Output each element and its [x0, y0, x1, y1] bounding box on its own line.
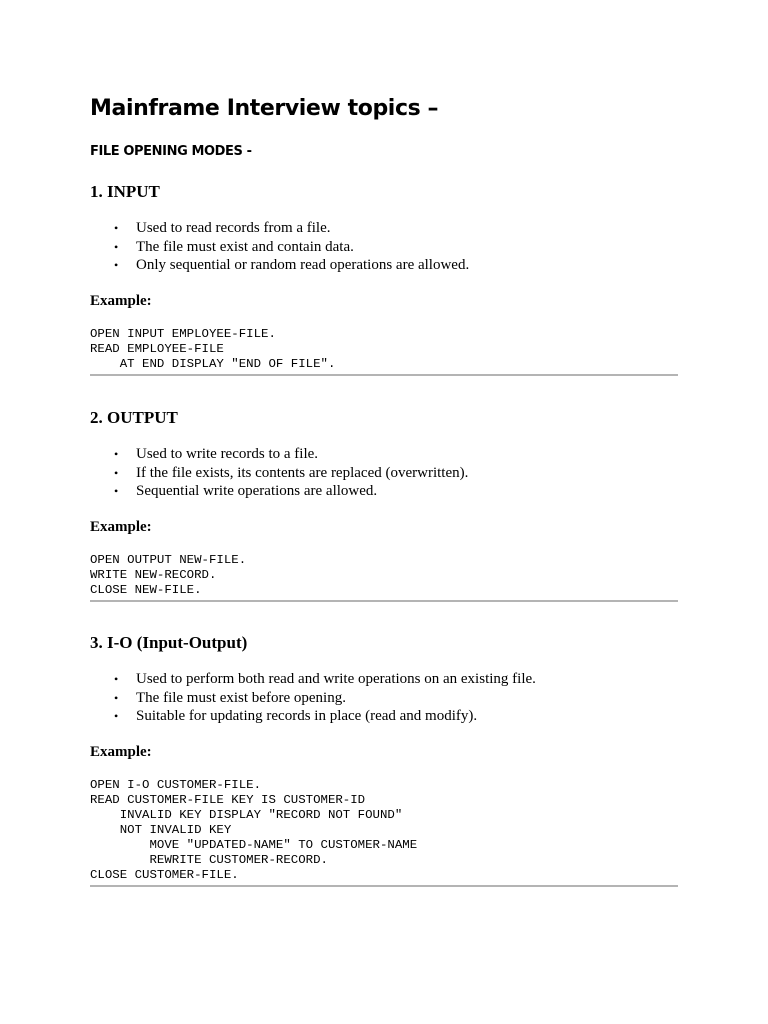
list-item — [114, 219, 678, 238]
list-item-text: Used to perform both read and write operations on an existing file. — [136, 671, 536, 687]
list-item — [114, 482, 678, 501]
bullet-icon: • — [114, 465, 119, 480]
list-item-text: If the file exists, its contents are replaced (overwritten). — [136, 464, 469, 481]
bullet-icon: • — [114, 221, 119, 235]
section-heading: 1. INPUT — [90, 182, 160, 201]
section-io — [90, 632, 678, 887]
list-item-text: Suitable for updating records in place (read and modify). — [136, 708, 478, 724]
bullet-icon: • — [114, 447, 119, 461]
list-item — [114, 689, 678, 708]
list-item-text: Only sequential or random read operations are allowed. — [136, 257, 470, 273]
bullet-icon: • — [114, 672, 119, 686]
list-item — [114, 707, 678, 726]
section-input — [90, 181, 678, 376]
code-block: OPEN INPUT EMPLOYEE-FILE. READ EMPLOYEE-FILE AT END DISPLAY "END OF FILE". — [90, 327, 678, 376]
example-label: Example: — [90, 743, 152, 760]
bullet-list — [90, 219, 678, 275]
bullet-icon: • — [114, 690, 119, 705]
document-subtitle: FILE OPENING MODES - — [90, 144, 252, 159]
list-item — [114, 445, 678, 464]
list-item-text: Used to write records to a file. — [136, 446, 319, 462]
example-label: Example: — [90, 518, 152, 535]
bullet-icon: • — [114, 239, 119, 254]
bullet-icon: • — [114, 258, 119, 272]
list-item — [114, 238, 678, 257]
bullet-list — [90, 670, 678, 726]
list-item — [114, 464, 678, 483]
section-output — [90, 407, 678, 602]
example-label: Example: — [90, 292, 152, 309]
section-heading: 3. I-O (Input-Output) — [90, 633, 248, 652]
code-block: OPEN I-O CUSTOMER-FILE. READ CUSTOMER-FILE KEY IS CUSTOMER-ID INVALID KEY DISPLAY "RECORD NOT FOUND" NOT INVALID KEY MOVE "UPDATED-NAME" TO CUSTOMER-NAME REWRITE CUSTOMER-RECORD. CLOSE CUSTOMER-FILE. — [90, 778, 678, 887]
section-heading: 2. OUTPUT — [90, 408, 178, 427]
list-item-text: Used to read records from a file. — [136, 220, 331, 236]
document-title: Mainframe Interview topics – — [90, 96, 439, 121]
bullet-list — [90, 445, 678, 501]
list-item-text: Sequential write operations are allowed. — [136, 483, 378, 499]
bullet-icon: • — [114, 484, 119, 498]
code-block: OPEN OUTPUT NEW-FILE. WRITE NEW-RECORD. CLOSE NEW-FILE. — [90, 553, 678, 602]
list-item-text: The file must exist before opening. — [136, 689, 346, 706]
list-item-text: The file must exist and contain data. — [136, 238, 354, 255]
list-item — [114, 670, 678, 689]
list-item — [114, 256, 678, 275]
bullet-icon: • — [114, 709, 119, 723]
